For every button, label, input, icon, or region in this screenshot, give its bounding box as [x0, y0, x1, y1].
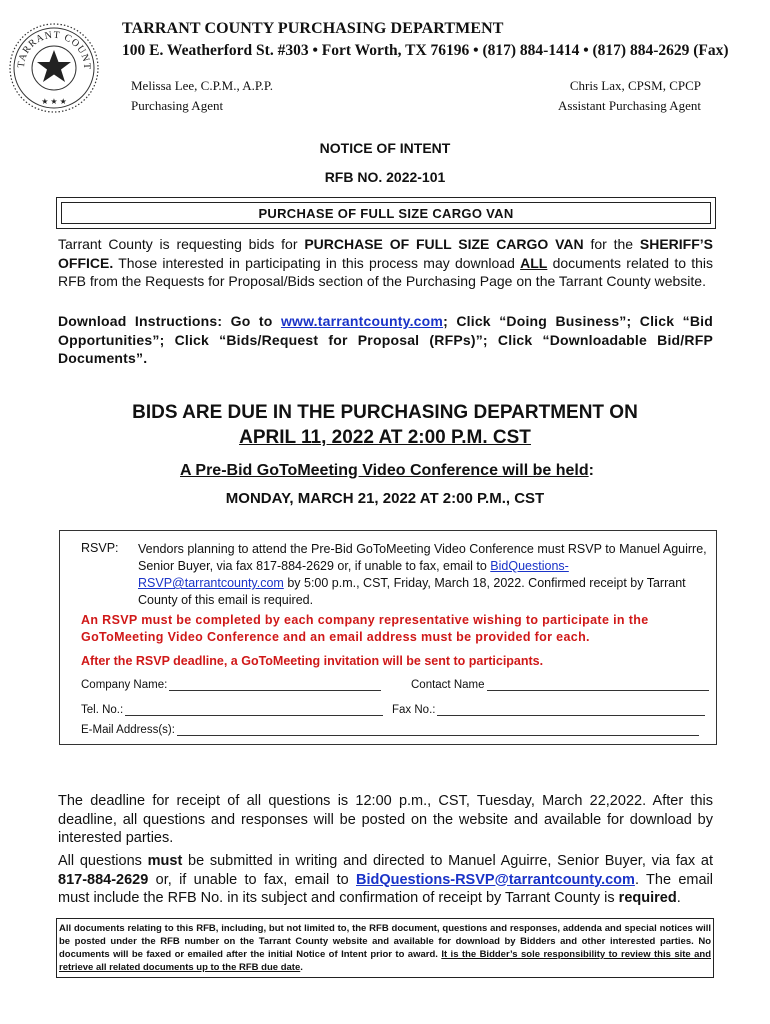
email-address-field[interactable] [81, 723, 699, 736]
department-title: TARRANT COUNTY PURCHASING DEPARTMENT [122, 20, 504, 37]
svg-text:★ ★ ★: ★ ★ ★ [41, 97, 67, 106]
assistant-agent-title: Assistant Purchasing Agent [558, 98, 701, 113]
company-name-field[interactable] [81, 678, 381, 691]
company-name-label: Company Name: [81, 679, 168, 691]
purchasing-agent-block [131, 76, 273, 116]
company-name-line[interactable] [169, 678, 381, 691]
email-address-label: E-Mail Address(s): [81, 724, 175, 736]
questions-email-link[interactable]: BidQuestions-RSVP@tarrantcounty.com [356, 871, 635, 888]
tel-no-label: Tel. No.: [81, 704, 124, 716]
title-box [56, 197, 716, 229]
tel-no-line[interactable] [125, 703, 383, 716]
prebid-conference-heading: A Pre-Bid GoToMeeting Video Conference will be held: [180, 462, 594, 479]
rsvp-label: RSVP: [81, 541, 119, 555]
svg-text:TARRANT COUNTY TEXAS: TARRANT COUNT [15, 29, 93, 71]
bids-due-heading: BIDS ARE DUE IN THE PURCHASING DEPARTMENT ON [132, 402, 638, 423]
contact-name-label: Contact Name [411, 679, 485, 691]
purchasing-agent-name: Melissa Lee, C.P.M., A.P.P. [131, 78, 273, 93]
rsvp-requirement-notice: An RSVP must be completed by each company representative wishing to participate in the GoToMeeting Video Conference and an email address must be provided for each. [81, 613, 649, 644]
notice-heading: NOTICE OF INTENT [319, 140, 451, 156]
email-address-line[interactable] [177, 723, 699, 736]
fax-no-field[interactable] [392, 703, 705, 716]
rfb-number: RFB NO. 2022-101 [324, 169, 446, 185]
purchasing-agent-title: Purchasing Agent [131, 98, 224, 113]
contact-name-field[interactable] [411, 678, 709, 691]
prebid-conference-date: MONDAY, MARCH 21, 2022 AT 2:00 P.M., CST [225, 490, 545, 507]
fax-no-label: Fax No.: [392, 704, 436, 716]
bids-due-date: APRIL 11, 2022 AT 2:00 P.M. CST [239, 427, 531, 448]
county-seal-logo [6, 12, 102, 120]
rsvp-email-link[interactable]: BidQuestions-RSVP@tarrantcounty.com [138, 559, 569, 590]
fax-no-line[interactable] [437, 703, 705, 716]
documents-notice-box [56, 918, 714, 978]
contact-name-line[interactable] [487, 678, 709, 691]
documents-notice-text: All documents relating to this RFB, including, but not limited to, the RFB document, questions and responses, addenda and special notices will be posted under the RFB number on the Tarrant County website and available for download by Bidders and other interested parties. No documents will be faxed or emailed after the initial Notice of Intent prior to award. It is the Bidder’s sole responsibility to review this site and retrieve all related documents up to the RFB due date. [59, 923, 712, 973]
county-website-link[interactable]: www.tarrantcounty.com [280, 313, 444, 329]
tel-no-field[interactable] [81, 703, 383, 716]
department-address: 100 E. Weatherford St. #303 • Fort Worth, TX 76196 • (817) 884-1414 • (817) 884-2629 (Fax) [122, 42, 729, 59]
questions-submission-paragraph: All questions must be submitted in writing and directed to Manuel Aguirre, Senior Buyer, via fax at 817-884-2629 or, if unable to fax, email to BidQuestions-RSVP@tarrantcounty.com. The email must include the RFB No. in its subject and confirmation of receipt by Tarrant County is required. [58, 853, 713, 906]
intro-paragraph: Tarrant County is requesting bids for PURCHASE OF FULL SIZE CARGO VAN for the SHERIFF’S OFFICE. Those interested in participating in this process may download ALL documents related to this RFB from the Requests for Proposal/Bids section of the Purchasing Page on the Tarrant County website. [58, 236, 714, 289]
questions-deadline-paragraph: The deadline for receipt of all questions is 12:00 p.m., CST, Tuesday, March 22,2022. After this deadline, all questions and responses will be posted on the website and available for download by interested parties. [58, 793, 713, 846]
assistant-agent-name: Chris Lax, CPSM, CPCP [569, 78, 701, 93]
rsvp-invitation-notice: After the RSVP deadline, a GoToMeeting invitation will be sent to participants. [81, 654, 544, 668]
title-box-text: PURCHASE OF FULL SIZE CARGO VAN [61, 202, 711, 224]
rsvp-instructions: Vendors planning to attend the Pre-Bid GoToMeeting Video Conference must RSVP to Manuel Aguirre, Senior Buyer, via fax 817-884-2629 or, if unable to fax, email to BidQuestions-RSVP@tarrantcounty.com by 5:00 p.m., CST, Friday, March 18, 2022. Confirmed receipt by Tarrant County of this email is required. [138, 542, 707, 607]
assistant-agent-block [558, 76, 701, 116]
download-instructions: Download Instructions: Go to www.tarrantcounty.com; Click “Doing Business”; Click “Bid Opportunities”; Click “Bids/Request for Proposal (RFPs)”; Click “Downloadable Bid/RFP Documents”. [58, 313, 713, 366]
